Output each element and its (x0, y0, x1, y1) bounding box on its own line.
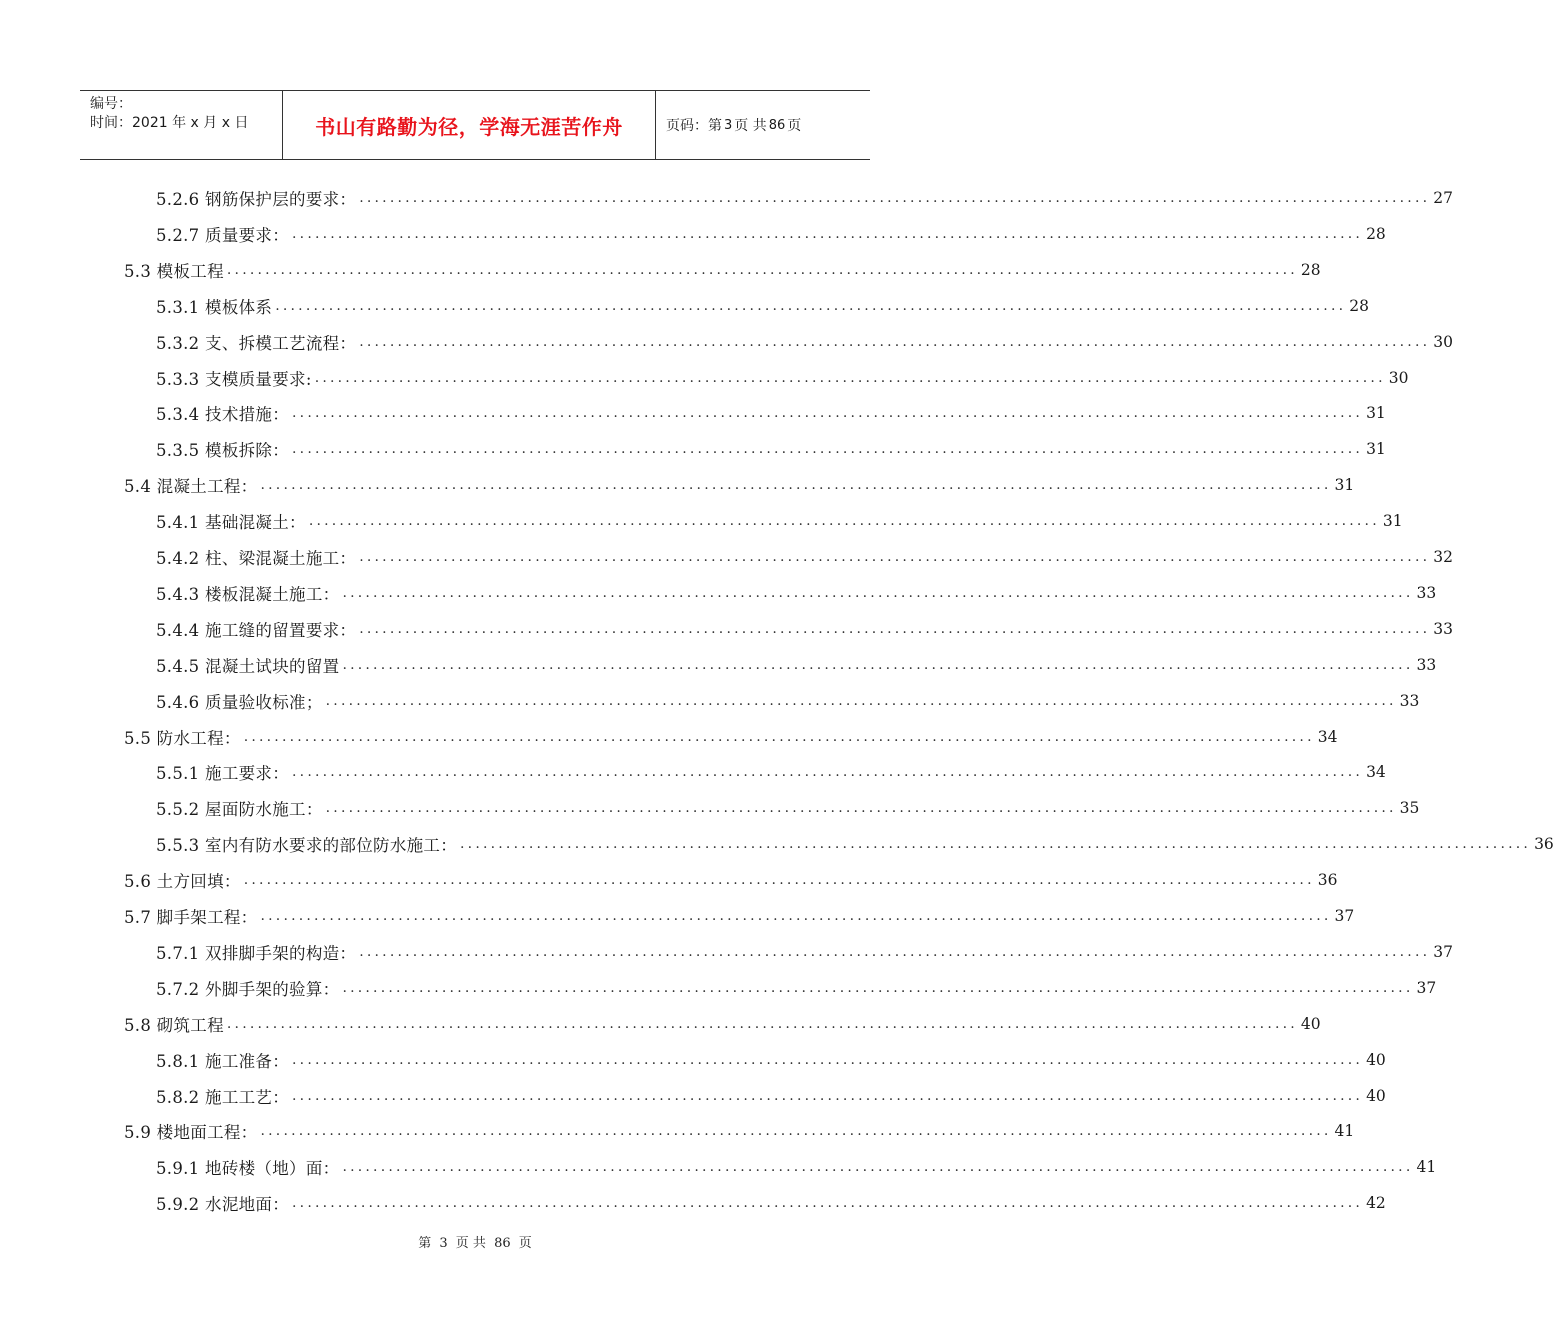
toc-entry-title: 5.6 土方回填： (124, 872, 241, 892)
toc-entry[interactable] (156, 934, 1453, 970)
toc-dot-leader: ............................................................................................................................................ (243, 728, 1315, 745)
toc-entry-title: 5.4 混凝土工程： (124, 477, 258, 497)
toc-entry-title: 5.8.1 施工准备： (156, 1051, 290, 1071)
toc-dot-leader: ............................................................................................................................................ (292, 1087, 1364, 1104)
toc-entry-title: 5.8.2 施工工艺： (156, 1087, 290, 1107)
page-footer (0, 1232, 950, 1251)
toc-entry-page: 33 (1416, 583, 1437, 602)
header-page-mid: 页 共 (734, 118, 767, 134)
toc-entry[interactable] (156, 360, 1409, 396)
toc-entry-page: 35 (1399, 799, 1420, 818)
toc-entry[interactable] (156, 790, 1420, 826)
toc-entry-page: 27 (1433, 189, 1453, 207)
toc-entry-title: 5.3.1 模板体系 (156, 297, 273, 317)
toc-dot-leader: ............................................................................................................................................ (292, 1195, 1364, 1212)
toc-entry[interactable] (124, 252, 1321, 288)
header-motto: 书山有路勤为径，学海无涯苦作舟 (282, 91, 656, 159)
toc-dot-leader: ............................................................................................................................................ (292, 1051, 1364, 1068)
toc-entry[interactable] (156, 754, 1386, 790)
toc-entry-title: 5.7.1 双排脚手架的构造： (156, 943, 357, 963)
toc-entry-page: 33 (1399, 691, 1420, 710)
toc-entry-page: 33 (1416, 655, 1437, 674)
toc-entry-title: 5.9 楼地面工程： (124, 1123, 258, 1143)
toc-entry[interactable] (156, 539, 1453, 575)
toc-entry-title: 5.5.3 室内有防水要求的部位防水施工： (156, 836, 458, 856)
toc-entry-title: 5.4.6 质量验收标准； (156, 692, 323, 712)
toc-dot-leader: ............................................................................................................................................ (325, 800, 1397, 817)
toc-dot-leader: ............................................................................................................................................ (342, 584, 1414, 601)
toc-entry[interactable] (156, 826, 1554, 862)
toc-entry[interactable] (156, 683, 1420, 719)
toc-dot-leader: ............................................................................................................................................ (314, 369, 1386, 386)
toc-dot-leader: ............................................................................................................................................ (292, 764, 1364, 781)
toc-entry[interactable] (156, 1149, 1437, 1185)
toc-dot-leader: ............................................................................................................................................ (325, 692, 1397, 709)
toc-entry-title: 5.4.4 施工缝的留置要求： (156, 620, 357, 640)
toc-entry[interactable] (156, 216, 1386, 252)
toc-dot-leader: ............................................................................................................................................ (359, 620, 1431, 637)
toc-entry-title: 5.3.3 支模质量要求: (156, 369, 312, 389)
toc-entry-title: 5.5 防水工程： (124, 728, 241, 748)
toc-dot-leader: ............................................................................................................................................ (292, 405, 1364, 422)
toc-entry-title: 5.9.2 水泥地面： (156, 1195, 290, 1215)
header-page-current: 3 (724, 117, 733, 133)
toc-dot-leader: ............................................................................................................................................ (243, 872, 1315, 889)
toc-entry-title: 5.9.1 地砖楼（地）面： (156, 1159, 340, 1179)
toc-entry-page: 31 (1366, 404, 1386, 423)
toc-entry-page: 30 (1433, 332, 1453, 351)
toc-entry[interactable] (156, 611, 1453, 647)
toc-entry-title: 5.3.5 模板拆除： (156, 441, 290, 461)
toc-entry[interactable] (124, 898, 1355, 934)
toc-entry[interactable] (124, 719, 1338, 755)
toc-entry-page: 28 (1349, 296, 1369, 315)
toc-entry-title: 5.7.2 外脚手架的验算： (156, 979, 340, 999)
toc-entry[interactable] (156, 1042, 1386, 1078)
toc-entry[interactable] (156, 324, 1453, 360)
header-page-info (656, 91, 870, 159)
document-number-label: 编号： (90, 96, 132, 112)
toc-entry-page: 32 (1433, 548, 1453, 566)
toc-dot-leader: ............................................................................................................................................ (260, 908, 1332, 924)
toc-entry-page: 40 (1366, 1050, 1386, 1069)
toc-dot-leader: ............................................................................................................................................ (359, 549, 1431, 565)
toc-entry-title: 5.4.5 混凝土试块的留置 (156, 656, 340, 676)
toc-entry-page: 41 (1416, 1158, 1437, 1177)
toc-entry[interactable] (156, 288, 1369, 324)
toc-entry-page: 37 (1416, 978, 1437, 997)
toc-entry-page: 28 (1300, 260, 1321, 279)
toc-dot-leader: ............................................................................................................................................ (308, 513, 1380, 530)
toc-entry-title: 5.7 脚手架工程： (124, 908, 258, 927)
footer-suffix: 页 (518, 1236, 532, 1251)
toc-entry-page: 37 (1334, 907, 1355, 925)
toc-entry-page: 42 (1366, 1194, 1386, 1213)
footer-total-pages: 86 (494, 1236, 511, 1251)
toc-entry-title: 5.8 砌筑工程 (124, 1015, 224, 1035)
toc-entry-title: 5.3 模板工程 (124, 261, 224, 281)
toc-entry[interactable] (156, 647, 1437, 683)
toc-entry-title: 5.5.1 施工要求： (156, 764, 290, 784)
toc-dot-leader: ............................................................................................................................................ (292, 225, 1364, 242)
toc-entry-title: 5.5.2 屋面防水施工： (156, 800, 323, 820)
toc-entry-page: 28 (1366, 224, 1386, 243)
toc-entry-page: 36 (1534, 835, 1554, 854)
toc-entry[interactable] (124, 1006, 1321, 1042)
toc-dot-leader: ............................................................................................................................................ (226, 261, 1298, 278)
toc-entry[interactable] (156, 395, 1386, 431)
toc-entry[interactable] (156, 503, 1403, 539)
toc-entry-title: 5.4.3 楼板混凝土施工： (156, 584, 340, 604)
toc-dot-leader: ............................................................................................................................................ (359, 190, 1431, 206)
header-page-total: 86 (768, 117, 786, 133)
toc-dot-leader: ............................................................................................................................................ (342, 656, 1414, 673)
header-page-prefix: 页码：第 (666, 118, 722, 134)
toc-dot-leader: ............................................................................................................................................ (292, 441, 1364, 458)
footer-current-page: 3 (439, 1236, 448, 1251)
toc-entry[interactable] (156, 431, 1386, 467)
toc-entry-page: 40 (1366, 1086, 1386, 1105)
header-meta (80, 91, 282, 159)
toc-entry[interactable] (124, 1113, 1355, 1149)
toc-dot-leader: ............................................................................................................................................ (342, 1159, 1414, 1176)
toc-entry-title: 5.4.2 柱、梁混凝土施工： (156, 549, 357, 568)
toc-entry[interactable] (156, 1185, 1386, 1221)
toc-dot-leader: ............................................................................................................................................ (359, 333, 1431, 350)
toc-entry[interactable] (124, 467, 1355, 503)
page-header (80, 90, 870, 160)
toc-entry[interactable] (156, 575, 1437, 611)
toc-entry-page: 31 (1366, 440, 1386, 459)
toc-entry[interactable] (124, 862, 1338, 898)
toc-dot-leader: ............................................................................................................................................ (226, 1015, 1298, 1032)
toc-entry-page: 30 (1388, 368, 1409, 387)
toc-entry-title: 5.4.1 基础混凝土： (156, 513, 306, 533)
toc-entry[interactable] (156, 970, 1437, 1006)
toc-entry-page: 31 (1334, 476, 1355, 495)
header-page-suffix: 页 (787, 118, 802, 134)
toc-dot-leader: ............................................................................................................................................ (260, 477, 1332, 494)
document-time-label: 时间：2021 年 x 月 x 日 (90, 115, 249, 131)
toc-entry-title: 5.2.7 质量要求： (156, 225, 290, 245)
toc-entry[interactable] (156, 1078, 1386, 1114)
toc-entry-title: 5.2.6 钢筋保护层的要求： (156, 190, 357, 209)
toc-dot-leader: ............................................................................................................................................ (275, 297, 1347, 314)
toc-entry-title: 5.3.2 支、拆模工艺流程： (156, 333, 357, 353)
toc-dot-leader: ............................................................................................................................................ (460, 836, 1532, 853)
toc-entry-page: 37 (1433, 942, 1453, 961)
footer-prefix: 第 (418, 1236, 432, 1251)
toc-entry-page: 31 (1382, 512, 1403, 531)
toc-entry-page: 40 (1300, 1014, 1321, 1033)
toc-entry[interactable] (156, 180, 1453, 216)
toc-entry-title: 5.3.4 技术措施： (156, 405, 290, 425)
toc-entry-page: 33 (1433, 619, 1453, 638)
toc-dot-leader: ............................................................................................................................................ (342, 979, 1414, 996)
toc-entry-page: 36 (1317, 871, 1338, 890)
toc-entry-page: 41 (1334, 1122, 1355, 1141)
toc-dot-leader: ............................................................................................................................................ (359, 943, 1431, 960)
toc-entry-page: 34 (1366, 763, 1386, 782)
footer-mid: 页 共 (455, 1236, 486, 1251)
toc-dot-leader: ............................................................................................................................................ (260, 1123, 1332, 1140)
toc-entry-page: 34 (1317, 727, 1338, 746)
